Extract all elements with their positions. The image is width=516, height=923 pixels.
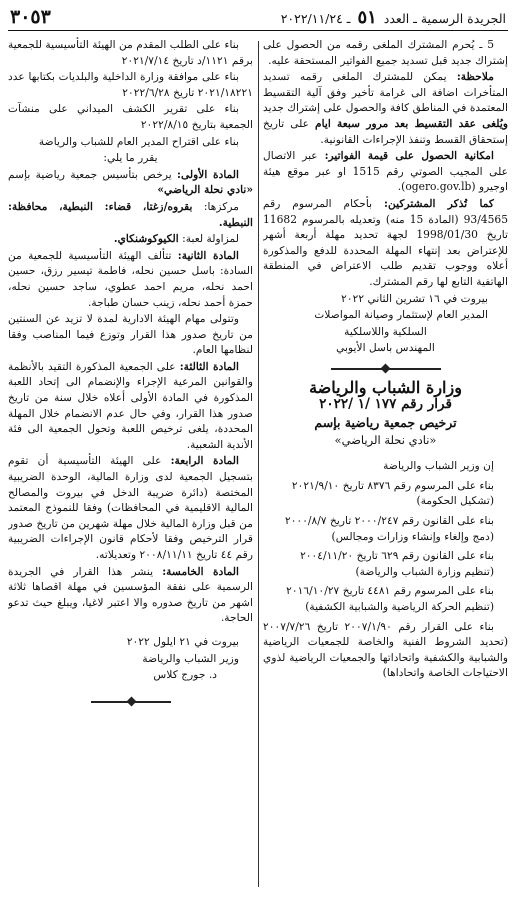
ministry-title: وزارة الشباب والرياضة — [309, 377, 462, 397]
remind-text: بأحكام المرسوم رقم 93/4565 (المادة 15 منه) وتعديله بالمرسوم 11682 تاريخ 1998/01/30 لجهة تحديد مهلة أربعة أشهر للإعتراض بعد إنتهاء المهلة المحددة للدفع والمذكورة أعلاه ووجوب تقديم طلب الاعتراض في المنطقة الهاتفية التابع لها رقم المشترك. — [263, 196, 508, 288]
possibility-text: عبر الاتصال على المجيب الصوتي رقم 1515 او عبر موقع هيئة اوجيرو (ogero.gov.lb). — [263, 149, 508, 194]
left-p4: بناء على اقتراح المدير العام للشباب والرياضة — [38, 134, 239, 148]
reference-4-note: (تنظيم الحركة الرياضية والشبابية الكشفية) — [305, 600, 494, 613]
reference-2-note: (دمج وإلغاء وإنشاء وزارات ومجالس) — [331, 529, 494, 543]
hq-label: مركزها: — [203, 199, 239, 213]
left-place-date: بيروت في ٢١ ايلول ٢٠٢٢ — [126, 634, 239, 648]
left-column — [8, 37, 253, 917]
note-bold: ويُلغى عقد التقسيط بعد مرور سبعة ايام — [314, 116, 508, 130]
left-p1: بناء على الطلب المقدم من الهيئة التأسيسية للجمعية برقم ١١٢١/د تاريخ ٢٠٢١/٧/١٤ — [8, 38, 253, 67]
sport-label: لمزاولة لعبة: — [182, 232, 239, 246]
place-date: بيروت في ١٦ تشرين الثاني ٢٠٢٢ — [341, 291, 488, 305]
headquarters — [8, 199, 253, 230]
issue-number: ٥١ — [357, 7, 377, 28]
left-p3: بناء على تقرير الكشف الميداني على منشآت الجمعية بتاريخ ٢٠٢٢/٨/١٥ — [8, 102, 253, 131]
remind-paragraph — [263, 196, 508, 290]
remind-label: كما تُذكر المشتركين: — [384, 196, 494, 210]
minister-name: د. جورج كلاس — [153, 668, 217, 682]
possibility-paragraph — [263, 148, 508, 195]
journal-name: الجريدة الرسمية ـ العدد — [383, 11, 506, 26]
article-5-label: المادة الخامسة: — [162, 564, 239, 578]
issue-date: ـ ٢٠٢٢/١١/٢٤ — [280, 11, 351, 26]
article-3-label: المادة الثالثة: — [179, 359, 239, 373]
page-number: ٣٠٥٣ — [10, 6, 51, 28]
page-header — [8, 6, 508, 31]
note-label: ملاحظة: — [456, 70, 494, 84]
columns — [8, 37, 508, 917]
minister-intro: إن وزير الشباب والرياضة — [383, 459, 494, 473]
article-1-club: «نادي نحلة الرياضي» — [157, 183, 253, 197]
article-4 — [8, 453, 253, 562]
minister-title: وزير الشباب والرياضة — [142, 651, 239, 665]
hq-value: بقروه/زغتا، قضاء: النبطية، محافظة: النبطية. — [8, 199, 253, 229]
sport-value: الكيوكوشنكاي. — [113, 232, 179, 246]
club-name: «نادي نحلة الرياضي» — [334, 432, 437, 447]
note-paragraph — [263, 69, 508, 147]
decides-line: يقرر ما يلي: — [103, 151, 158, 165]
reference-4: بناء على المرسوم رقم ٤٤٨١ تاريخ ٢٠١٦/١٠/٢٧ — [286, 584, 494, 598]
article-2-cont: وتتولى مهام الهيئة الادارية لمدة لا تزيد عن السنتين من تاريخ صدور هذا القرار وتوزع فيما المناصب وفقا لنظامها العام. — [8, 312, 253, 357]
signatory-title-1: المدير العام لإستثمار وصيانة المواصلات — [314, 308, 488, 322]
reference-3-note: (تنظيم وزارة الشباب والرياضة) — [355, 564, 494, 578]
journal-title — [281, 7, 506, 28]
possibility-label: امكانية الحصول على قيمة الفواتير: — [324, 149, 495, 163]
reference-3: بناء على القانون رقم ٦٢٩ تاريخ ٢٠٠٤/١١/٢٠ — [300, 549, 494, 563]
signatory-title-2: السلكية واللاسلكية — [344, 324, 427, 338]
article-4-text: على الهيئة التأسيسية أن تقوم بتسجيل الجمعية لدى وزارة المالية، الوحدة الضريبية المختصة (دائرة ضريبة الدخل في بيروت والمصالح المالية الاقليمية في المحافظات) وفقا للنموذج المعتمد من قبل وزارة المالية خلال مهلة شهرين من تاريخ صدور قرار الترخيص وفقا لأحكام قانون الإجراءات الضريبية رقم ٤٤ تاريخ ٢٠٠٨/١١/١١ وتعديلاته. — [8, 454, 253, 561]
end-ornament — [91, 697, 171, 707]
sport — [8, 231, 253, 247]
left-p2: بناء على موافقة وزارة الداخلية والبلديات بكتابها عدد ٢٠٢١/١٨٢٢١ تاريخ ٢٠٢٢/٦/٢٨ — [8, 70, 253, 99]
article-3-text: على الجمعية المذكورة التقيد بالأنظمة والقوانين المرعية الإجراء والإنضمام الى إتحاد اللعبة المذكورة في المادة الأولى أعلاه خلال سنة من تاريخ صدور هذا القرار، وفي حال عدم الانضمام خلال المهلة المحددة، يلغى ترخيص اللعبة وتحول الجمعية الى فئة الأندية الشعبية. — [8, 359, 253, 451]
note-tail: على تاريخ إستحقاق القسط وتنفذ الإجراءات القانونية. — [263, 116, 508, 146]
article-4-label: المادة الرابعة: — [170, 454, 239, 468]
article-5 — [8, 564, 253, 626]
reference-1: بناء على المرسوم رقم ٨٣٧٦ تاريخ ٢٠٢١/٩/١٠ — [291, 478, 494, 492]
article-1-label: المادة الأولى: — [177, 167, 239, 181]
article-5-text: ينشر هذا القرار في الجريدة الرسمية على نفقة المؤسسين في مهلة اقصاها ثلاثة اشهر من تاريخ صدوره والا اعتبر لاغيا، ويبلغ حيث تدعو الحاجة. — [8, 564, 253, 625]
article-2-label: المادة الثانية: — [177, 248, 239, 262]
article-1-text: يرخص بتأسيس جمعية رياضية بإسم — [8, 167, 172, 181]
article-2 — [8, 248, 253, 310]
article-1 — [8, 167, 253, 198]
item-5: 5 ـ يُحرم المشترك الملغى رقمه من الحصول على إشتراك جديد قبل تسديد جميع الفواتير المستحقة عليه. — [263, 38, 508, 67]
decree-number: قرار رقم ١٧٧ /١ /٢٠٢٢ — [319, 396, 452, 413]
decree-subject: ترخيص جمعية رياضية بإسم — [314, 415, 457, 431]
reference-2: بناء على القانون رقم ٢٠٠٠/٢٤٧ تاريخ ٢٠٠٠/٨/٧ — [284, 514, 494, 528]
article-2-text: تتألف الهيئة التأسيسية للجمعية من السادة: باسل حسين نحله، فاطمة تيسير رزق، حسين احمد نحله، مريم احمد عطوي، ساجد حسين نحله، حمزة أحمد نحله، زينب حسان طباجة. — [8, 248, 253, 309]
column-divider — [258, 41, 259, 887]
reference-5: بناء على القرار رقم ٢٠٠٧/١/٩٠ تاريخ ٢٠٠٧/٧/٢٦ (تحديد الشروط الفنية والخاصة للجمعيات الرياضية والشبابية والكشفية واتحاداتها والجمعيات الرياضية لذوي الاحتياجات الخاصة واتحاداها) — [263, 619, 508, 680]
note-text: يمكن للمشترك الملغى رقمه تسديد المتأخرات اضافة الى غرامة تأخير وفق آلية التقسيط المعتمدة في المناطق كافة والحصول على إشتراك جديد — [263, 70, 508, 115]
article-3 — [8, 359, 253, 453]
reference-1-note: (تشكيل الحكومة) — [416, 494, 494, 508]
right-column — [263, 37, 508, 917]
signatory-name: المهندس باسل الأيوبي — [336, 341, 435, 355]
section-separator — [331, 364, 441, 374]
